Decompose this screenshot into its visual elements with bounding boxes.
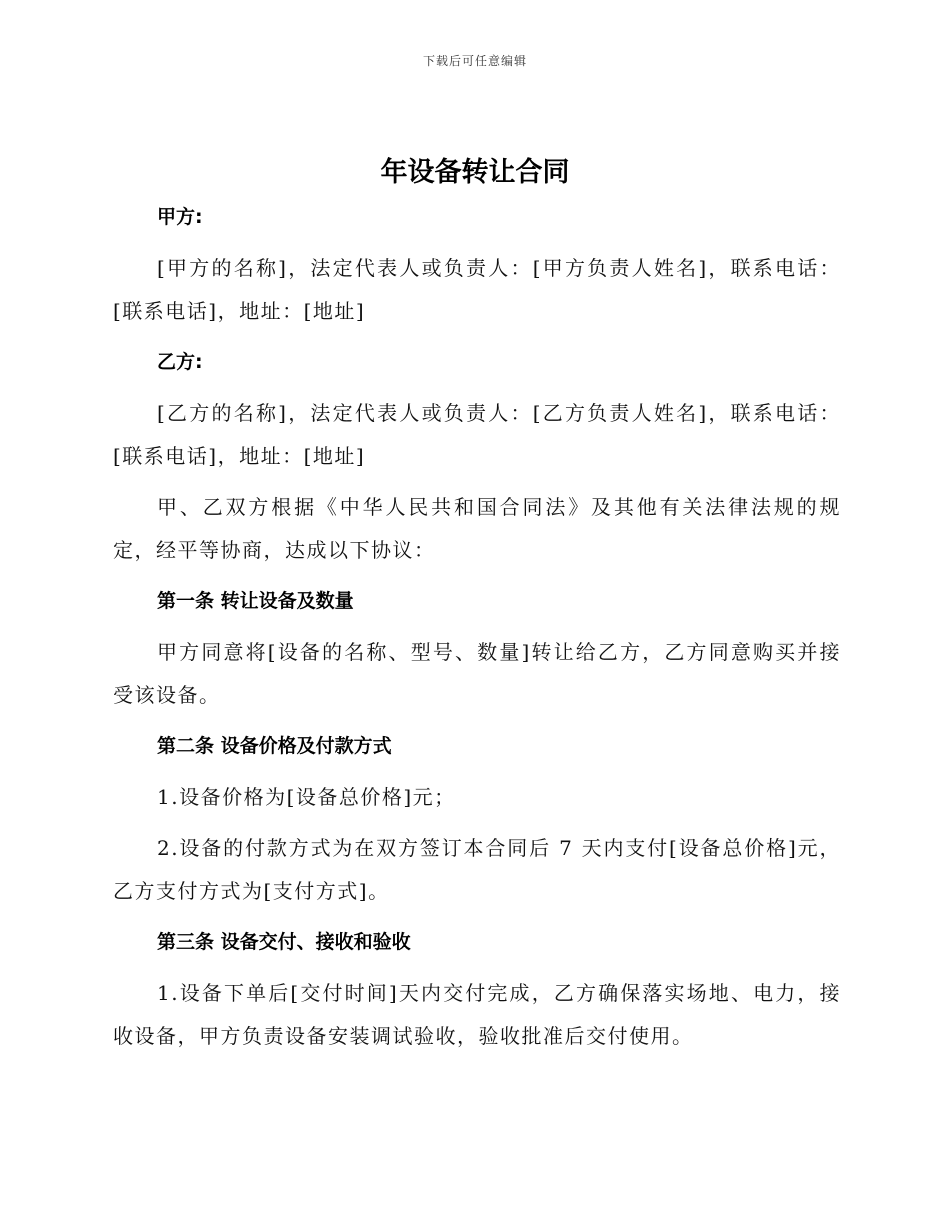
document-title: 年设备转让合同 bbox=[380, 157, 570, 188]
party-b-details: [乙方的名称]，法定代表人或负责人：[乙方负责人姓名]，联系电话：[联系电话]，地址：[地址] bbox=[113, 401, 841, 468]
article-3-title: 第三条 设备交付、接收和验收 bbox=[157, 931, 411, 953]
party-a-details: [甲方的名称]，法定代表人或负责人：[甲方负责人姓名]，联系电话：[联系电话]，地址：[地址] bbox=[113, 256, 841, 323]
article-2-title: 第二条 设备价格及付款方式 bbox=[157, 735, 392, 757]
article-3-item-1: 1.设备下单后[交付时间]天内交付完成，乙方确保落实场地、电力，接收设备，甲方负责设备安装调试验收，验收批准后交付使用。 bbox=[113, 981, 841, 1048]
preamble-paragraph: 甲、乙双方根据《中华人民共和国合同法》及其他有关法律法规的规定，经平等协商，达成以下协议： bbox=[113, 495, 841, 562]
party-a-label: 甲方: bbox=[157, 206, 203, 228]
header-note: 下载后可任意编辑 bbox=[422, 54, 527, 68]
party-b-label: 乙方: bbox=[157, 351, 203, 373]
document-body bbox=[113, 196, 841, 1066]
article-2-item-2: 2.设备的付款方式为在双方签订本合同后 7 天内支付[设备总价格]元，乙方支付方式为[支付方式]。 bbox=[113, 836, 841, 903]
article-2-item-1: 1.设备价格为[设备总价格]元； bbox=[157, 785, 456, 809]
article-1-title: 第一条 转让设备及数量 bbox=[157, 590, 354, 612]
article-1-text: 甲方同意将[设备的名称、型号、数量]转让给乙方，乙方同意购买并接受该设备。 bbox=[113, 640, 841, 707]
